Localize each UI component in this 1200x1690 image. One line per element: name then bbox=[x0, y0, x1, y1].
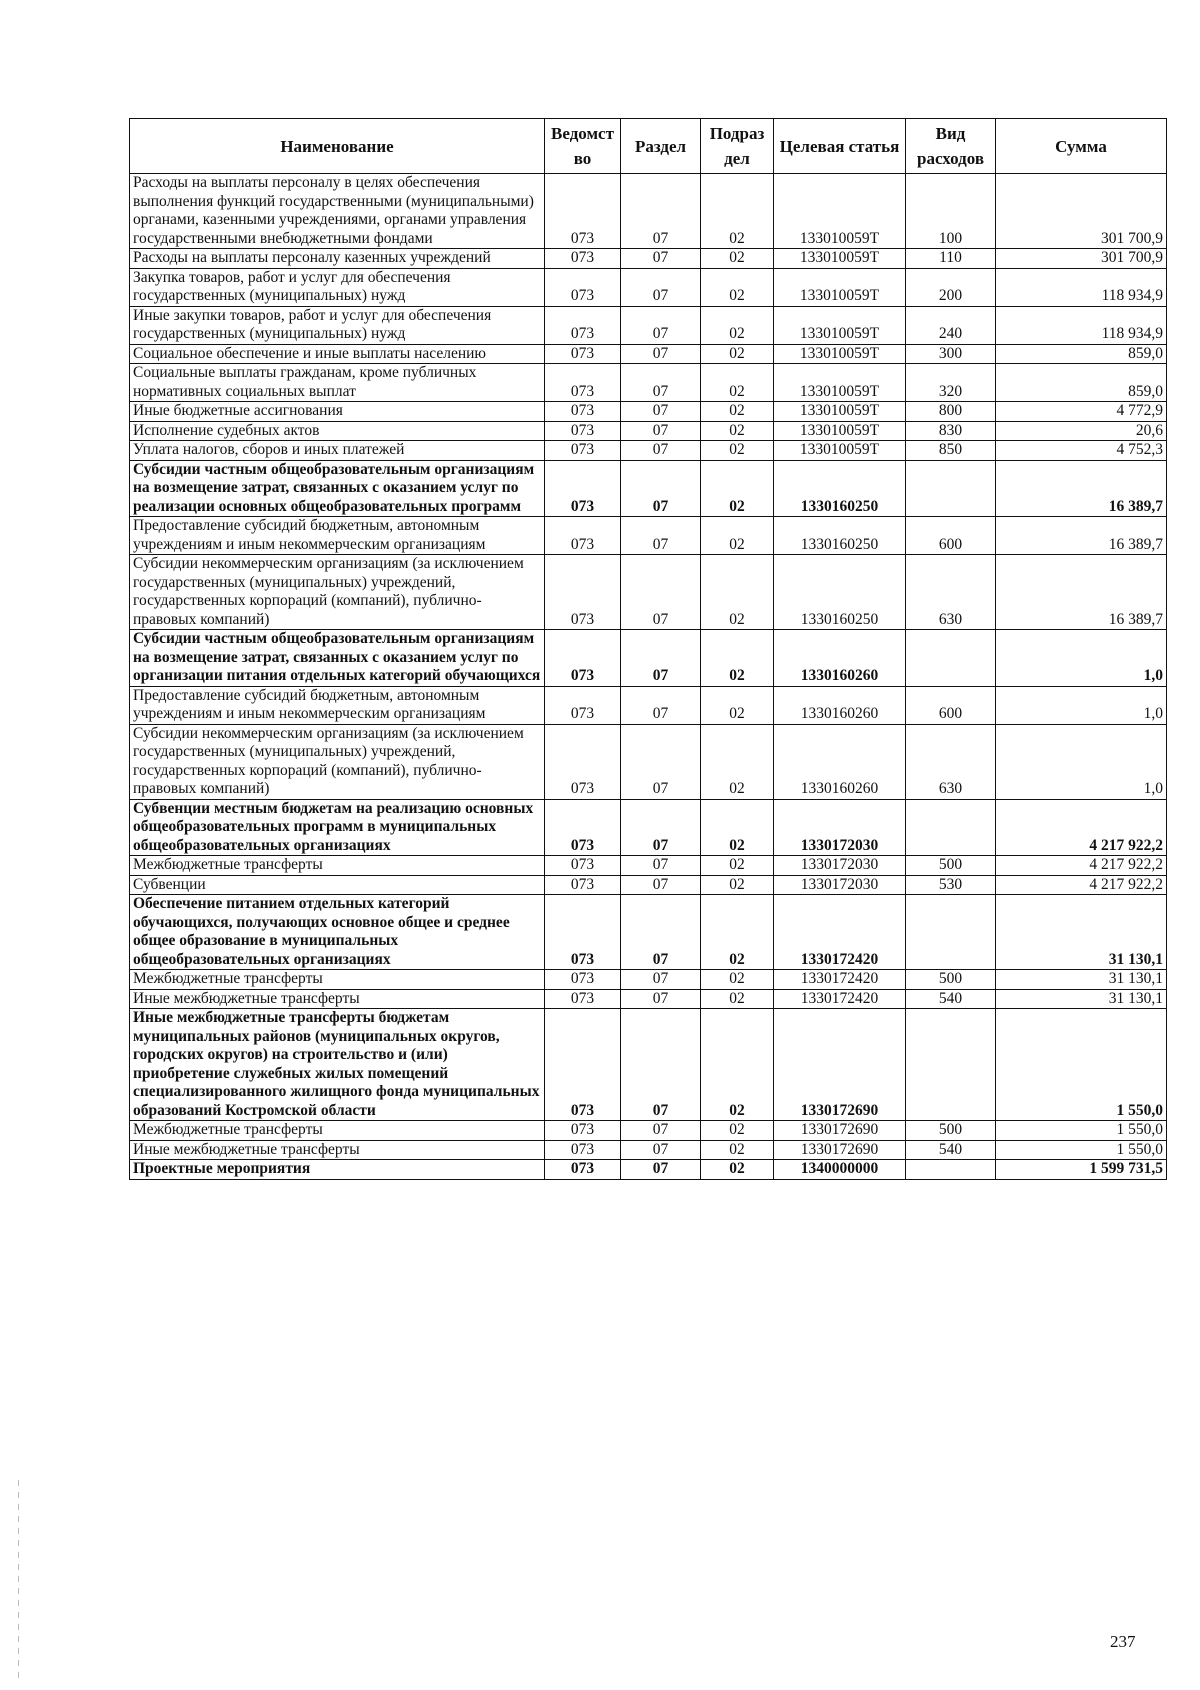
row-vid-cell: 240 bbox=[906, 306, 996, 344]
row-celevaya-cell: 1330172030 bbox=[774, 875, 906, 895]
row-razdel-cell: 07 bbox=[621, 630, 701, 687]
row-summa-cell: 1 550,0 bbox=[996, 1140, 1167, 1160]
row-razdel-cell: 07 bbox=[621, 1009, 701, 1121]
row-name-cell: Предоставление субсидий бюджетным, автономным учреждениям и иным некоммерческим организациям bbox=[130, 517, 545, 555]
row-summa-cell: 301 700,9 bbox=[996, 249, 1167, 269]
row-razdel-cell: 07 bbox=[621, 441, 701, 461]
row-name-cell: Субсидии некоммерческим организациям (за исключением государственных (муниципальных) учреждений, государственных корпораций (компаний), публично-правовых компаний) bbox=[130, 555, 545, 630]
row-podrazdel-cell: 02 bbox=[701, 460, 774, 517]
row-razdel-cell: 07 bbox=[621, 174, 701, 249]
row-vid-cell: 110 bbox=[906, 249, 996, 269]
row-vid-cell bbox=[906, 630, 996, 687]
row-celevaya-cell: 1330160250 bbox=[774, 555, 906, 630]
table-row bbox=[130, 364, 1167, 402]
header-razdel: Раздел bbox=[621, 119, 701, 174]
row-summa-cell: 31 130,1 bbox=[996, 989, 1167, 1009]
row-razdel-cell: 07 bbox=[621, 344, 701, 364]
row-vedomstvo-cell: 073 bbox=[545, 249, 621, 269]
row-summa-cell: 1 599 731,5 bbox=[996, 1160, 1167, 1180]
row-celevaya-cell: 133010059Т bbox=[774, 268, 906, 306]
row-razdel-cell: 07 bbox=[621, 895, 701, 970]
row-summa-cell: 16 389,7 bbox=[996, 517, 1167, 555]
row-summa-cell: 4 217 922,2 bbox=[996, 856, 1167, 876]
header-name: Наименование bbox=[130, 119, 545, 174]
row-vid-cell: 100 bbox=[906, 174, 996, 249]
row-razdel-cell: 07 bbox=[621, 555, 701, 630]
row-vid-cell bbox=[906, 460, 996, 517]
row-vedomstvo-cell: 073 bbox=[545, 364, 621, 402]
row-podrazdel-cell: 02 bbox=[701, 441, 774, 461]
row-celevaya-cell: 1330172030 bbox=[774, 799, 906, 856]
row-vedomstvo-cell: 073 bbox=[545, 344, 621, 364]
row-vedomstvo-cell: 073 bbox=[545, 460, 621, 517]
row-celevaya-cell: 133010059Т bbox=[774, 174, 906, 249]
row-name-cell: Обеспечение питанием отдельных категорий обучающихся, получающих основное общее и среднее общее образование в муниципальных общеобразовательных организациях bbox=[130, 895, 545, 970]
row-podrazdel-cell: 02 bbox=[701, 555, 774, 630]
row-summa-cell: 4 217 922,2 bbox=[996, 875, 1167, 895]
row-podrazdel-cell: 02 bbox=[701, 344, 774, 364]
row-vedomstvo-cell: 073 bbox=[545, 724, 621, 799]
row-podrazdel-cell: 02 bbox=[701, 724, 774, 799]
row-summa-cell: 118 934,9 bbox=[996, 306, 1167, 344]
header-celevaya-statya: Целевая статья bbox=[774, 119, 906, 174]
row-podrazdel-cell: 02 bbox=[701, 875, 774, 895]
row-vid-cell: 600 bbox=[906, 517, 996, 555]
row-vedomstvo-cell: 073 bbox=[545, 1160, 621, 1180]
table-row bbox=[130, 630, 1167, 687]
row-name-cell: Иные межбюджетные трансферты bbox=[130, 989, 545, 1009]
table-row bbox=[130, 174, 1167, 249]
row-vedomstvo-cell: 073 bbox=[545, 875, 621, 895]
row-podrazdel-cell: 02 bbox=[701, 989, 774, 1009]
table-row bbox=[130, 686, 1167, 724]
table-row bbox=[130, 344, 1167, 364]
row-razdel-cell: 07 bbox=[621, 686, 701, 724]
row-celevaya-cell: 1330172690 bbox=[774, 1140, 906, 1160]
row-celevaya-cell: 1330172420 bbox=[774, 895, 906, 970]
table-row bbox=[130, 970, 1167, 990]
row-name-cell: Межбюджетные трансферты bbox=[130, 1121, 545, 1141]
row-celevaya-cell: 1330160250 bbox=[774, 517, 906, 555]
row-name-cell: Межбюджетные трансферты bbox=[130, 970, 545, 990]
row-vid-cell: 540 bbox=[906, 1140, 996, 1160]
row-vid-cell: 540 bbox=[906, 989, 996, 1009]
row-celevaya-cell: 1330160260 bbox=[774, 724, 906, 799]
table-row bbox=[130, 306, 1167, 344]
row-summa-cell: 1 550,0 bbox=[996, 1121, 1167, 1141]
row-summa-cell: 859,0 bbox=[996, 344, 1167, 364]
table-row bbox=[130, 799, 1167, 856]
row-name-cell: Иные межбюджетные трансферты bbox=[130, 1140, 545, 1160]
row-celevaya-cell: 1330172690 bbox=[774, 1009, 906, 1121]
row-name-cell: Социальные выплаты гражданам, кроме публичных нормативных социальных выплат bbox=[130, 364, 545, 402]
row-celevaya-cell: 1340000000 bbox=[774, 1160, 906, 1180]
row-name-cell: Субсидии некоммерческим организациям (за исключением государственных (муниципальных) учреждений, государственных корпораций (компаний), публично-правовых компаний) bbox=[130, 724, 545, 799]
row-podrazdel-cell: 02 bbox=[701, 268, 774, 306]
row-vid-cell: 500 bbox=[906, 1121, 996, 1141]
row-razdel-cell: 07 bbox=[621, 989, 701, 1009]
table-header-row bbox=[130, 119, 1167, 174]
row-podrazdel-cell: 02 bbox=[701, 686, 774, 724]
row-podrazdel-cell: 02 bbox=[701, 630, 774, 687]
row-name-cell: Субвенции местным бюджетам на реализацию основных общеобразовательных программ в муниципальных общеобразовательных организациях bbox=[130, 799, 545, 856]
row-celevaya-cell: 1330160250 bbox=[774, 460, 906, 517]
row-name-cell: Иные межбюджетные трансферты бюджетам муниципальных районов (муниципальных округов, городских округов) на строительство и (или) приобретение служебных жилых помещений специализированного жилищного фонда муниципальных образований Костромской области bbox=[130, 1009, 545, 1121]
row-razdel-cell: 07 bbox=[621, 970, 701, 990]
row-vid-cell bbox=[906, 895, 996, 970]
table-row bbox=[130, 421, 1167, 441]
row-celevaya-cell: 133010059Т bbox=[774, 249, 906, 269]
row-vedomstvo-cell: 073 bbox=[545, 441, 621, 461]
row-podrazdel-cell: 02 bbox=[701, 856, 774, 876]
row-celevaya-cell: 133010059Т bbox=[774, 364, 906, 402]
row-razdel-cell: 07 bbox=[621, 460, 701, 517]
row-razdel-cell: 07 bbox=[621, 1160, 701, 1180]
row-name-cell: Субсидии частным общеобразовательным организациям на возмещение затрат, связанных с оказанием услуг по реализации основных общеобразовательных программ bbox=[130, 460, 545, 517]
row-razdel-cell: 07 bbox=[621, 875, 701, 895]
table-row bbox=[130, 989, 1167, 1009]
header-vid-rashodov: Вид расходов bbox=[906, 119, 996, 174]
row-vedomstvo-cell: 073 bbox=[545, 402, 621, 422]
row-razdel-cell: 07 bbox=[621, 856, 701, 876]
table-row bbox=[130, 517, 1167, 555]
row-podrazdel-cell: 02 bbox=[701, 1121, 774, 1141]
row-celevaya-cell: 1330172030 bbox=[774, 856, 906, 876]
table-row bbox=[130, 1121, 1167, 1141]
row-vedomstvo-cell: 073 bbox=[545, 856, 621, 876]
row-summa-cell: 4 772,9 bbox=[996, 402, 1167, 422]
row-vid-cell: 500 bbox=[906, 856, 996, 876]
row-summa-cell: 1,0 bbox=[996, 686, 1167, 724]
row-razdel-cell: 07 bbox=[621, 306, 701, 344]
row-name-cell: Исполнение судебных актов bbox=[130, 421, 545, 441]
row-razdel-cell: 07 bbox=[621, 402, 701, 422]
row-summa-cell: 859,0 bbox=[996, 364, 1167, 402]
row-vedomstvo-cell: 073 bbox=[545, 630, 621, 687]
row-vedomstvo-cell: 073 bbox=[545, 989, 621, 1009]
row-name-cell: Субсидии частным общеобразовательным организациям на возмещение затрат, связанных с оказанием услуг по организации питания отдельных категорий обучающихся bbox=[130, 630, 545, 687]
row-vedomstvo-cell: 073 bbox=[545, 799, 621, 856]
table-row bbox=[130, 460, 1167, 517]
table-row bbox=[130, 1160, 1167, 1180]
row-podrazdel-cell: 02 bbox=[701, 1009, 774, 1121]
budget-table bbox=[129, 118, 1167, 1180]
table-row bbox=[130, 895, 1167, 970]
row-razdel-cell: 07 bbox=[621, 249, 701, 269]
table-row bbox=[130, 856, 1167, 876]
row-name-cell: Социальное обеспечение и иные выплаты населению bbox=[130, 344, 545, 364]
row-razdel-cell: 07 bbox=[621, 421, 701, 441]
row-summa-cell: 4 752,3 bbox=[996, 441, 1167, 461]
row-vid-cell: 830 bbox=[906, 421, 996, 441]
row-razdel-cell: 07 bbox=[621, 799, 701, 856]
row-podrazdel-cell: 02 bbox=[701, 249, 774, 269]
row-name-cell: Проектные мероприятия bbox=[130, 1160, 545, 1180]
row-vid-cell: 800 bbox=[906, 402, 996, 422]
row-summa-cell: 16 389,7 bbox=[996, 460, 1167, 517]
table-row bbox=[130, 249, 1167, 269]
row-vedomstvo-cell: 073 bbox=[545, 1009, 621, 1121]
row-vedomstvo-cell: 073 bbox=[545, 1121, 621, 1141]
table-row bbox=[130, 1140, 1167, 1160]
scan-edge-artifact bbox=[18, 1480, 19, 1680]
row-vedomstvo-cell: 073 bbox=[545, 174, 621, 249]
row-podrazdel-cell: 02 bbox=[701, 402, 774, 422]
row-razdel-cell: 07 bbox=[621, 268, 701, 306]
row-celevaya-cell: 133010059Т bbox=[774, 306, 906, 344]
row-name-cell: Межбюджетные трансферты bbox=[130, 856, 545, 876]
row-vid-cell: 600 bbox=[906, 686, 996, 724]
header-podrazdel: Подраз дел bbox=[701, 119, 774, 174]
table-body bbox=[130, 174, 1167, 1180]
row-vedomstvo-cell: 073 bbox=[545, 1140, 621, 1160]
row-vedomstvo-cell: 073 bbox=[545, 268, 621, 306]
row-vid-cell bbox=[906, 1009, 996, 1121]
row-summa-cell: 4 217 922,2 bbox=[996, 799, 1167, 856]
page-number: 237 bbox=[1110, 1632, 1136, 1651]
row-name-cell: Иные закупки товаров, работ и услуг для обеспечения государственных (муниципальных) нужд bbox=[130, 306, 545, 344]
row-vedomstvo-cell: 073 bbox=[545, 306, 621, 344]
row-celevaya-cell: 1330172420 bbox=[774, 970, 906, 990]
row-razdel-cell: 07 bbox=[621, 364, 701, 402]
row-summa-cell: 1 550,0 bbox=[996, 1009, 1167, 1121]
table-row bbox=[130, 875, 1167, 895]
row-vedomstvo-cell: 073 bbox=[545, 970, 621, 990]
row-podrazdel-cell: 02 bbox=[701, 174, 774, 249]
row-summa-cell: 31 130,1 bbox=[996, 970, 1167, 990]
header-vedomstvo: Ведомст во bbox=[545, 119, 621, 174]
row-name-cell: Закупка товаров, работ и услуг для обеспечения государственных (муниципальных) нужд bbox=[130, 268, 545, 306]
row-name-cell: Уплата налогов, сборов и иных платежей bbox=[130, 441, 545, 461]
row-summa-cell: 301 700,9 bbox=[996, 174, 1167, 249]
row-vid-cell: 200 bbox=[906, 268, 996, 306]
row-celevaya-cell: 133010059Т bbox=[774, 402, 906, 422]
row-summa-cell: 118 934,9 bbox=[996, 268, 1167, 306]
row-podrazdel-cell: 02 bbox=[701, 364, 774, 402]
row-name-cell: Субвенции bbox=[130, 875, 545, 895]
table-row bbox=[130, 441, 1167, 461]
row-podrazdel-cell: 02 bbox=[701, 895, 774, 970]
row-summa-cell: 1,0 bbox=[996, 630, 1167, 687]
row-celevaya-cell: 1330172690 bbox=[774, 1121, 906, 1141]
row-celevaya-cell: 1330172420 bbox=[774, 989, 906, 1009]
row-razdel-cell: 07 bbox=[621, 517, 701, 555]
row-vedomstvo-cell: 073 bbox=[545, 555, 621, 630]
row-razdel-cell: 07 bbox=[621, 1140, 701, 1160]
row-razdel-cell: 07 bbox=[621, 1121, 701, 1141]
row-celevaya-cell: 1330160260 bbox=[774, 686, 906, 724]
row-vid-cell: 530 bbox=[906, 875, 996, 895]
row-summa-cell: 16 389,7 bbox=[996, 555, 1167, 630]
row-name-cell: Предоставление субсидий бюджетным, автономным учреждениям и иным некоммерческим организациям bbox=[130, 686, 545, 724]
row-summa-cell: 31 130,1 bbox=[996, 895, 1167, 970]
row-razdel-cell: 07 bbox=[621, 724, 701, 799]
row-podrazdel-cell: 02 bbox=[701, 1160, 774, 1180]
row-vid-cell: 630 bbox=[906, 555, 996, 630]
row-name-cell: Иные бюджетные ассигнования bbox=[130, 402, 545, 422]
row-celevaya-cell: 133010059Т bbox=[774, 344, 906, 364]
row-celevaya-cell: 133010059Т bbox=[774, 441, 906, 461]
row-vid-cell: 630 bbox=[906, 724, 996, 799]
row-podrazdel-cell: 02 bbox=[701, 306, 774, 344]
row-vid-cell bbox=[906, 1160, 996, 1180]
row-vid-cell: 850 bbox=[906, 441, 996, 461]
table-row bbox=[130, 268, 1167, 306]
row-podrazdel-cell: 02 bbox=[701, 970, 774, 990]
row-summa-cell: 1,0 bbox=[996, 724, 1167, 799]
table-row bbox=[130, 555, 1167, 630]
table-row bbox=[130, 724, 1167, 799]
row-vedomstvo-cell: 073 bbox=[545, 517, 621, 555]
row-celevaya-cell: 1330160260 bbox=[774, 630, 906, 687]
header-summa: Сумма bbox=[996, 119, 1167, 174]
row-vid-cell: 320 bbox=[906, 364, 996, 402]
row-name-cell: Расходы на выплаты персоналу казенных учреждений bbox=[130, 249, 545, 269]
table-row bbox=[130, 402, 1167, 422]
row-vedomstvo-cell: 073 bbox=[545, 421, 621, 441]
row-podrazdel-cell: 02 bbox=[701, 1140, 774, 1160]
row-vedomstvo-cell: 073 bbox=[545, 686, 621, 724]
row-celevaya-cell: 133010059Т bbox=[774, 421, 906, 441]
row-vid-cell: 500 bbox=[906, 970, 996, 990]
row-vid-cell: 300 bbox=[906, 344, 996, 364]
row-podrazdel-cell: 02 bbox=[701, 421, 774, 441]
row-podrazdel-cell: 02 bbox=[701, 517, 774, 555]
row-vid-cell bbox=[906, 799, 996, 856]
row-podrazdel-cell: 02 bbox=[701, 799, 774, 856]
row-vedomstvo-cell: 073 bbox=[545, 895, 621, 970]
row-summa-cell: 20,6 bbox=[996, 421, 1167, 441]
table-row bbox=[130, 1009, 1167, 1121]
row-name-cell: Расходы на выплаты персоналу в целях обеспечения выполнения функций государственными (муниципальными) органами, казенными учреждениями, органами управления государственными внебюджетными фондами bbox=[130, 174, 545, 249]
